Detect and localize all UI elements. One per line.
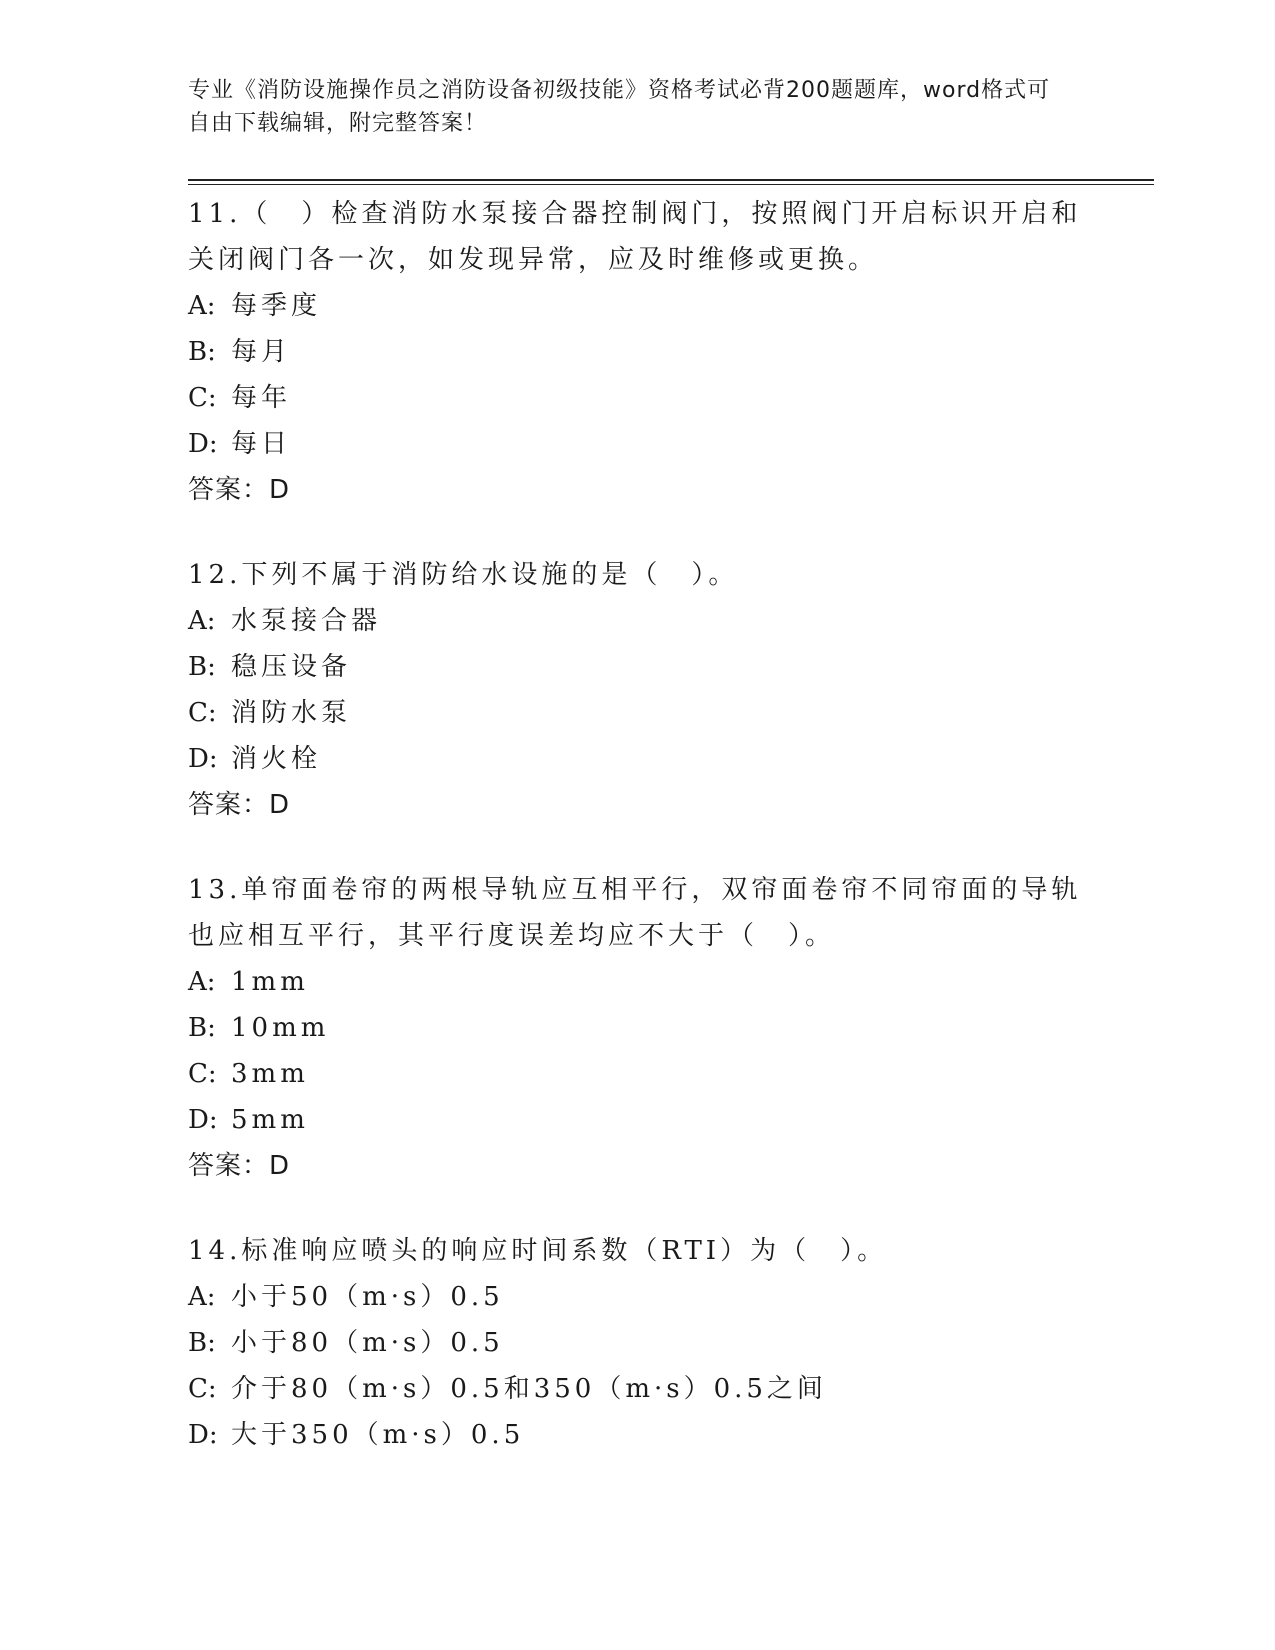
option-key: B:: [188, 652, 216, 682]
option-c: [188, 690, 1088, 736]
option-d: [188, 421, 1088, 467]
option-b: [188, 644, 1088, 690]
option-key: D:: [188, 1420, 218, 1450]
answer-line: 答案：D: [188, 790, 291, 820]
question-11: [188, 191, 1088, 513]
option-text: 水泵接合器: [231, 606, 382, 636]
option-text: 每日: [231, 429, 292, 459]
question-13: [188, 867, 1088, 1189]
option-c: [188, 1051, 1088, 1097]
option-text: 稳压设备: [231, 652, 352, 682]
document-header: 专业《消防设施操作员之消防设备初级技能》资格考试必背200题题库，word格式可自由下载编辑，附完整答案！: [188, 78, 1051, 136]
option-key: D:: [188, 744, 218, 774]
header-divider: [188, 179, 1154, 181]
option-a: [188, 1274, 1088, 1320]
option-text: 3mm: [231, 1059, 309, 1089]
option-text: 小于80（m·s）0.5: [231, 1328, 504, 1358]
option-text: 小于50（m·s）0.5: [231, 1282, 504, 1312]
option-d: [188, 736, 1088, 782]
option-d: [188, 1412, 1088, 1458]
option-key: B:: [188, 1328, 216, 1358]
option-text: 消防水泵: [231, 698, 352, 728]
option-c: [188, 1366, 1088, 1412]
option-a: [188, 959, 1088, 1005]
option-text: 每月: [231, 337, 292, 367]
question-text: 13.单帘面卷帘的两根导轨应互相平行，双帘面卷帘不同帘面的导轨也应相互平行，其平行度误差均应不大于（ ）。: [188, 875, 1082, 951]
option-text: 10mm: [231, 1013, 330, 1043]
option-b: [188, 329, 1088, 375]
option-a: [188, 283, 1088, 329]
option-key: C:: [188, 383, 217, 413]
option-key: A:: [188, 967, 216, 997]
option-key: C:: [188, 1374, 217, 1404]
option-key: A:: [188, 1282, 216, 1312]
option-b: [188, 1005, 1088, 1051]
question-text: 12.下列不属于消防给水设施的是（ ）。: [188, 560, 739, 590]
option-key: A:: [188, 291, 216, 321]
option-key: D:: [188, 429, 218, 459]
question-text: 11.（ ）检查消防水泵接合器控制阀门，按照阀门开启标识开启和关闭阀门各一次，如发现异常，应及时维修或更换。: [188, 199, 1082, 275]
option-b: [188, 1320, 1088, 1366]
option-key: C:: [188, 698, 217, 728]
option-text: 5mm: [231, 1105, 309, 1135]
option-key: D:: [188, 1105, 218, 1135]
question-text: 14.标准响应喷头的响应时间系数（RTI）为（ ）。: [188, 1236, 888, 1266]
option-key: B:: [188, 1013, 216, 1043]
option-key: C:: [188, 1059, 217, 1089]
option-text: 消火栓: [231, 744, 322, 774]
option-text: 大于350（m·s）0.5: [231, 1420, 525, 1450]
answer-line: 答案：D: [188, 1151, 291, 1181]
option-key: A:: [188, 606, 216, 636]
option-text: 每年: [231, 383, 292, 413]
question-14: [188, 1228, 1088, 1458]
header-divider-thin: [188, 184, 1154, 185]
option-text: 每季度: [231, 291, 322, 321]
option-a: [188, 598, 1088, 644]
option-c: [188, 375, 1088, 421]
option-d: [188, 1097, 1088, 1143]
answer-line: 答案：D: [188, 475, 291, 505]
question-12: [188, 552, 1088, 828]
option-key: B:: [188, 337, 216, 367]
option-text: 介于80（m·s）0.5和350（m·s）0.5之间: [231, 1374, 827, 1404]
option-text: 1mm: [231, 967, 309, 997]
